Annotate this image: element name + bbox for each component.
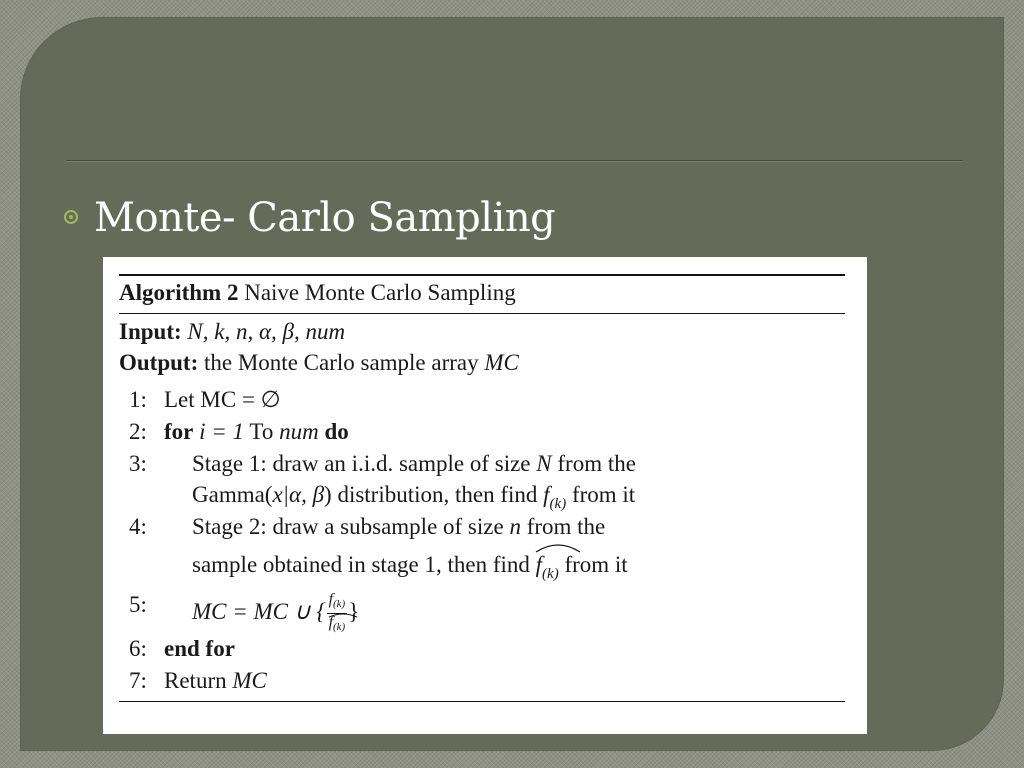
step-1: Let MC = ∅ [164, 387, 281, 412]
title-divider [66, 160, 963, 162]
step-3-line-1 [192, 450, 636, 478]
do-keyword: do [324, 419, 349, 444]
step-f: f [535, 552, 543, 577]
step-text: from it [564, 552, 628, 577]
step-number: 6: [129, 636, 147, 661]
input-label: Input: [119, 319, 182, 344]
algorithm-bottom-rule [119, 701, 845, 702]
step-var: N [536, 451, 552, 476]
algorithm-top-rule [119, 274, 845, 276]
loop-var: num [279, 419, 319, 444]
step-6: end for [164, 636, 235, 661]
step-f: f [543, 482, 550, 507]
step-number: 2: [129, 419, 147, 444]
output-label: Output: [119, 350, 199, 375]
bullet-text: Monte- Carlo Sampling [94, 195, 556, 241]
step-var: MC [232, 668, 267, 693]
step-5 [192, 591, 359, 636]
frac-num-sub: (k) [333, 598, 346, 610]
step-text: from it [571, 482, 636, 507]
frac-den-f: f [328, 614, 334, 631]
step-sub: (k) [542, 566, 559, 582]
input-value: N, k, n, α, β, num [187, 319, 346, 344]
output-var: MC [484, 350, 519, 375]
frac-num-f: f [328, 591, 334, 608]
step-text: Gamma( [192, 482, 273, 507]
step-text: Stage 1: draw an i.i.d. sample of size [192, 451, 531, 476]
step-4-line-1 [192, 513, 605, 541]
algorithm-caption [119, 279, 516, 307]
step-2 [164, 418, 349, 446]
algorithm-image [103, 257, 867, 734]
step-math: MC = MC ∪ { [192, 598, 326, 624]
loop-to: To [249, 419, 274, 444]
step-text: ) distribution, then find [324, 482, 538, 507]
hat-icon [328, 612, 358, 618]
loop-expr: i = 1 [199, 419, 245, 444]
step-text: from the [557, 451, 636, 476]
step-math: } [348, 598, 360, 624]
algorithm-caption-rule [119, 313, 845, 314]
step-var: n [509, 514, 521, 539]
step-4-line-2 [192, 549, 628, 588]
algorithm-output [119, 349, 519, 377]
hat-accent [536, 549, 559, 588]
step-number: 1: [129, 387, 147, 412]
step-text: sample obtained in stage 1, then find [192, 552, 530, 577]
step-number: 3: [129, 451, 147, 476]
for-keyword: for [164, 419, 194, 444]
hat-icon [535, 541, 581, 553]
step-number: 5: [129, 592, 147, 617]
step-number: 7: [129, 668, 147, 693]
step-number: 4: [129, 514, 147, 539]
bullet-circle-icon [64, 210, 78, 224]
step-math: x|α, β [272, 482, 325, 507]
step-text: Return [164, 668, 227, 693]
fraction [327, 591, 348, 636]
output-text: the Monte Carlo sample array [204, 350, 479, 375]
step-text: from the [526, 514, 606, 539]
algorithm-input [119, 318, 345, 346]
step-text: Stage 2: draw a subsample of size [192, 514, 504, 539]
algorithm-title: Naive Monte Carlo Sampling [244, 280, 516, 305]
step-7 [164, 667, 267, 695]
algorithm-label: Algorithm 2 [119, 280, 239, 305]
step-sub: (k) [549, 496, 567, 512]
frac-den-sub: (k) [333, 621, 346, 633]
